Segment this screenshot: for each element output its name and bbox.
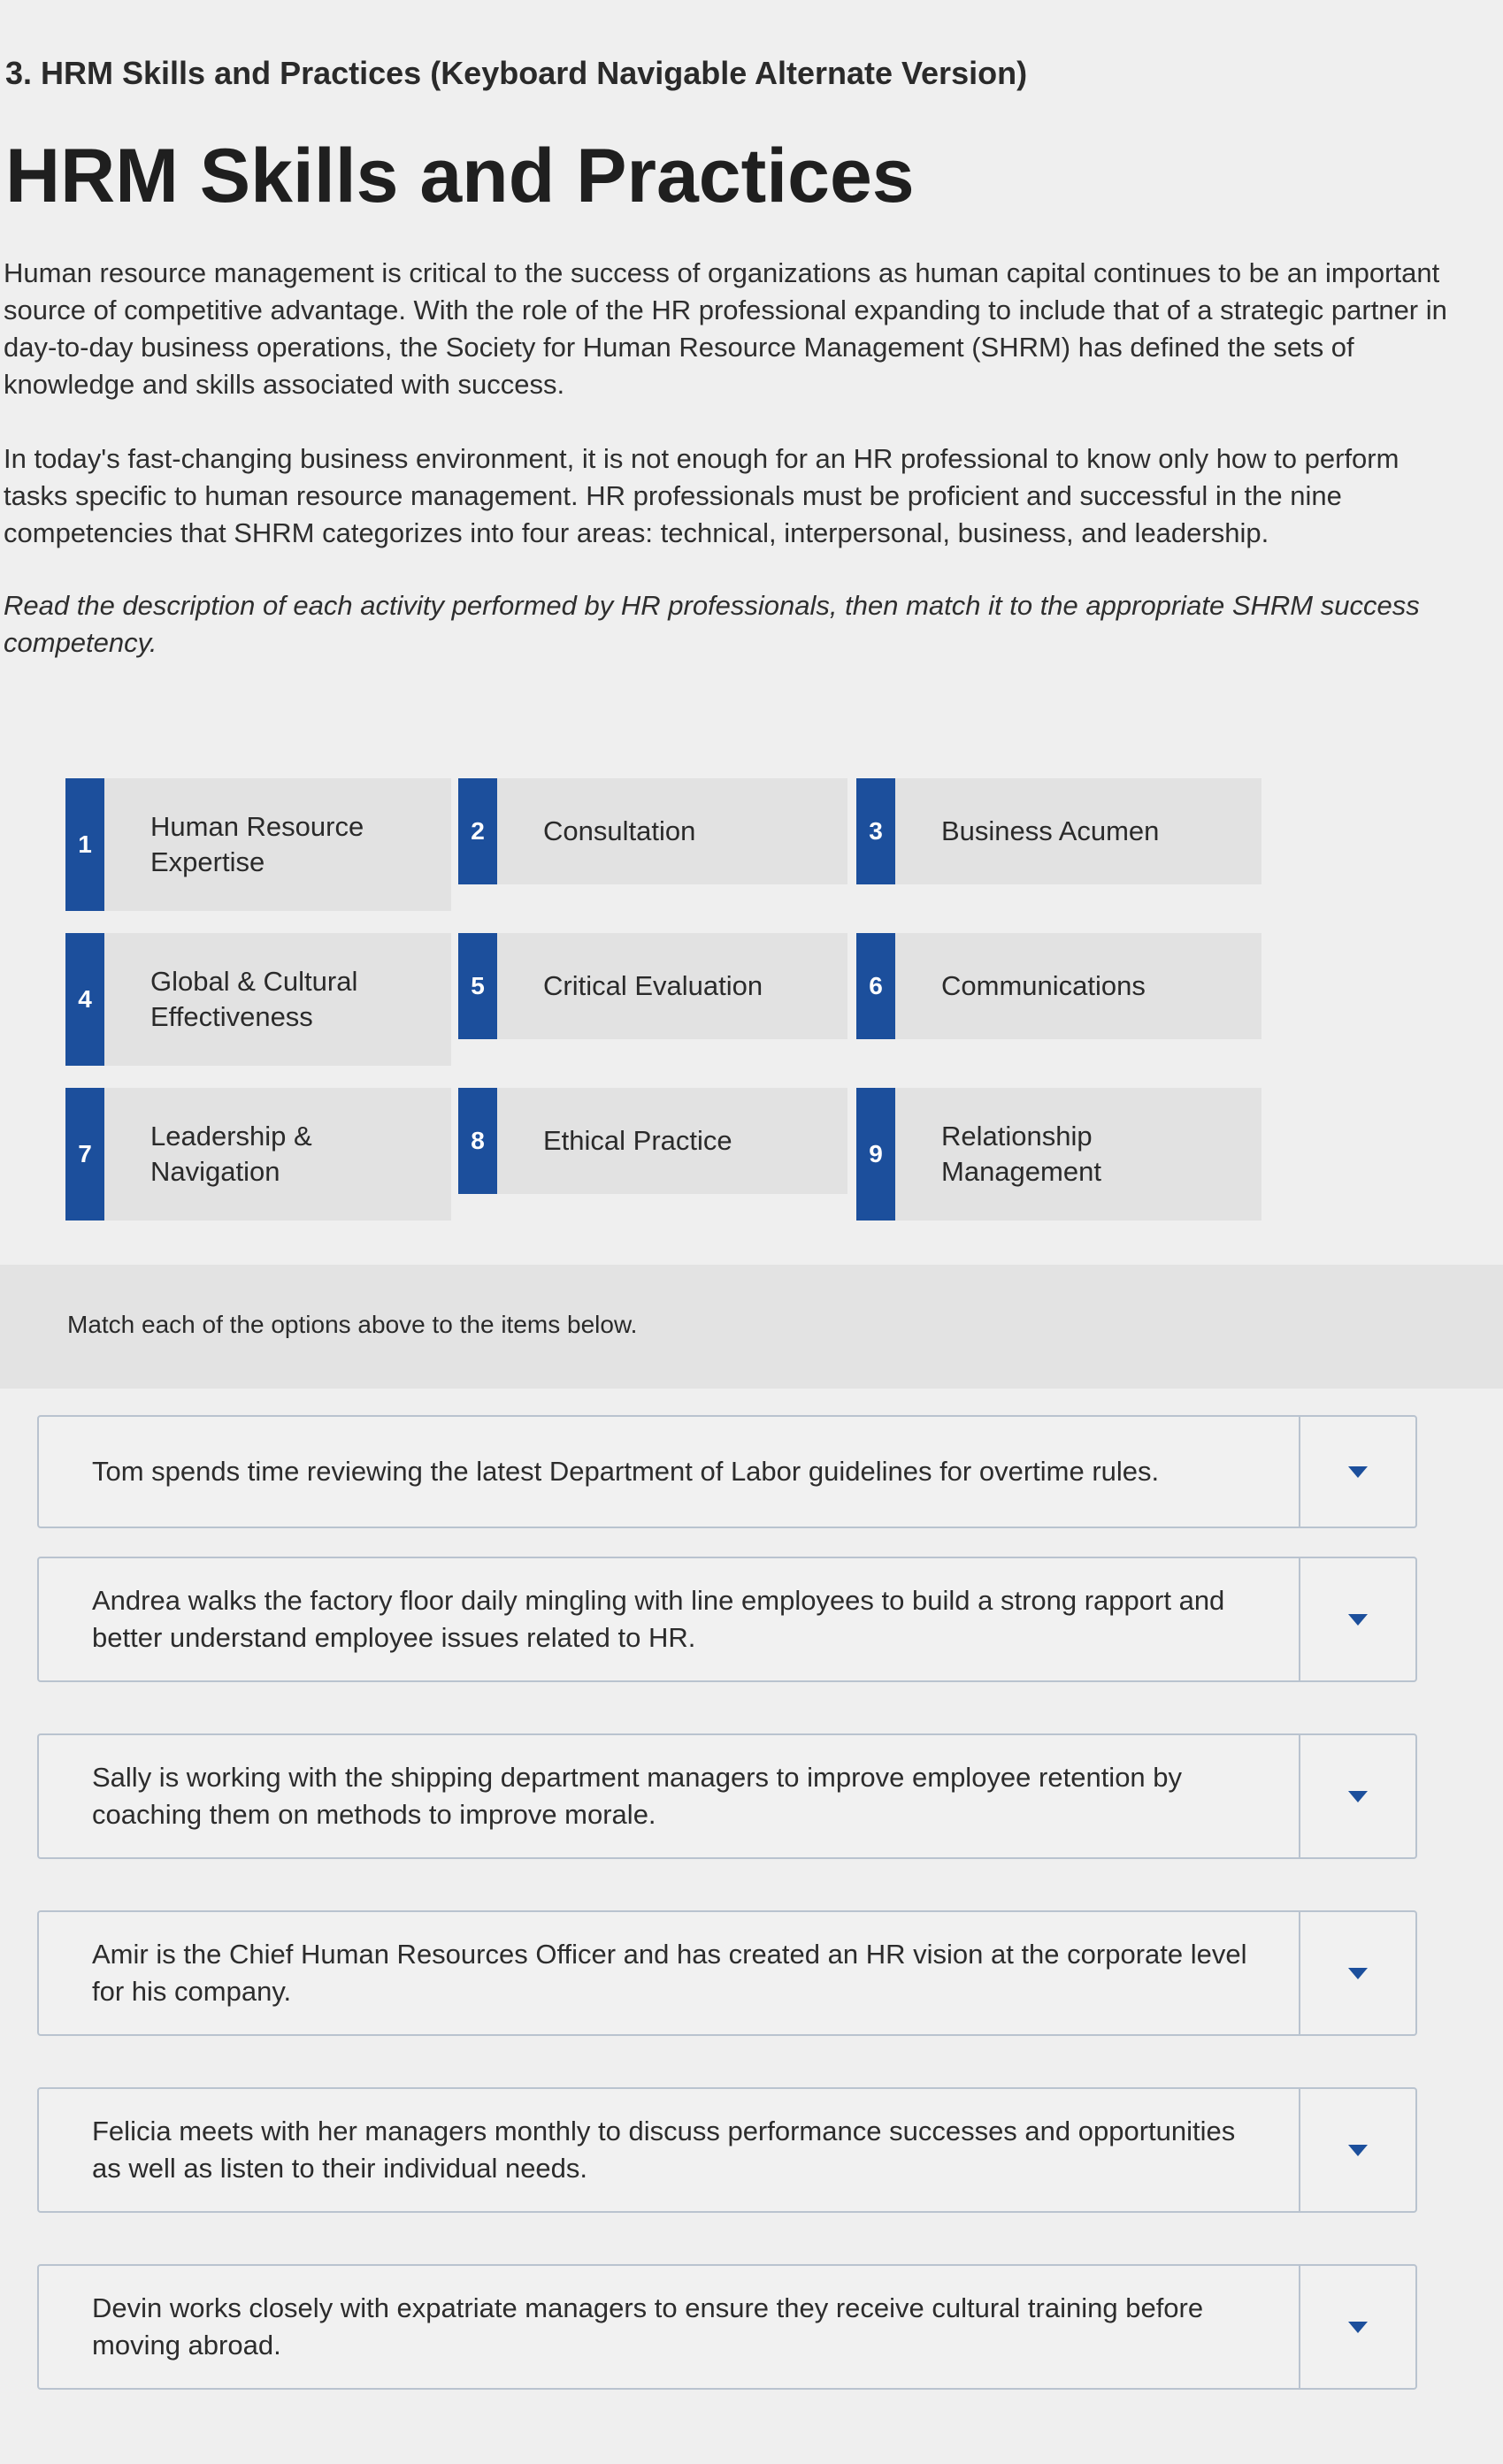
option-tile[interactable] — [856, 1088, 1261, 1221]
caret-down-icon — [1348, 1614, 1368, 1626]
match-item — [37, 2087, 1417, 2213]
match-intro-text: Match each of the options above to the items below. — [67, 1311, 638, 1338]
caret-down-icon — [1348, 1791, 1368, 1802]
option-number: 8 — [458, 1088, 497, 1194]
option-label: Relationship Management — [941, 1121, 1101, 1187]
option-tile[interactable] — [856, 778, 1261, 884]
option-tile[interactable] — [458, 1088, 847, 1194]
option-label: Communications — [941, 970, 1146, 1001]
match-item-text: Devin works closely with expatriate managers to ensure they receive cultural training before moving abroad. — [92, 2292, 1204, 2361]
intro-paragraph-1: Human resource management is critical to the success of organizations as human capital continues to be an important source of competitive advantage. With the role of the HR professional expanding to include that of a strategic partner in day-to-day business operations, the Society for Human Resource Management (SHRM) has defined the sets of knowledge and skills associated with success. — [4, 257, 1447, 400]
option-number: 1 — [65, 778, 104, 911]
option-number: 7 — [65, 1088, 104, 1221]
option-tile[interactable] — [65, 1088, 451, 1221]
match-item-text: Tom spends time reviewing the latest Department of Labor guidelines for overtime rules. — [92, 1456, 1160, 1487]
option-tile[interactable] — [65, 778, 451, 911]
answer-dropdown[interactable] — [1299, 2266, 1415, 2388]
option-number: 5 — [458, 933, 497, 1039]
match-item-text: Sally is working with the shipping department managers to improve employee retention by coaching them on methods to improve morale. — [92, 1762, 1183, 1830]
match-item — [37, 1415, 1417, 1528]
option-label: Critical Evaluation — [543, 970, 763, 1001]
answer-dropdown[interactable] — [1299, 1417, 1415, 1527]
option-label: Ethical Practice — [543, 1125, 732, 1156]
page-title: HRM Skills and Practices — [5, 134, 915, 218]
question-heading: 3. HRM Skills and Practices (Keyboard Navigable Alternate Version) — [5, 55, 1028, 91]
answer-dropdown[interactable] — [1299, 1912, 1415, 2034]
match-item-text: Amir is the Chief Human Resources Officer and has created an HR vision at the corporate level for his company. — [92, 1939, 1247, 2007]
option-tile[interactable] — [856, 933, 1261, 1039]
option-label: Business Acumen — [941, 815, 1160, 846]
option-tile[interactable] — [458, 778, 847, 884]
match-instructions-band — [0, 1265, 1503, 1389]
instruction-text: Read the description of each activity performed by HR professionals, then match it to the appropriate SHRM success competency. — [4, 590, 1420, 658]
caret-down-icon — [1348, 2145, 1368, 2156]
option-label: Leadership & Navigation — [150, 1121, 312, 1187]
intro-paragraph-2: In today's fast-changing business environment, it is not enough for an HR professional to know only how to perform tasks specific to human resource management. HR professionals must be proficient and successful in the nine competencies that SHRM categorizes into four areas: technical, interpersonal, business, and leadership. — [4, 443, 1399, 548]
option-number: 2 — [458, 778, 497, 884]
match-item — [37, 1733, 1417, 1859]
caret-down-icon — [1348, 1968, 1368, 1979]
match-item-text: Felicia meets with her managers monthly to discuss performance successes and opportunities as well as listen to their individual needs. — [92, 2116, 1236, 2184]
option-number: 4 — [65, 933, 104, 1066]
option-number: 3 — [856, 778, 895, 884]
match-item — [37, 2264, 1417, 2390]
caret-down-icon — [1348, 2322, 1368, 2333]
match-item-text: Andrea walks the factory floor daily mingling with line employees to build a strong rapport and better understand employee issues related to HR. — [92, 1585, 1225, 1653]
options-panel — [0, 725, 1503, 1256]
option-label: Human Resource Expertise — [150, 811, 364, 877]
option-number: 6 — [856, 933, 895, 1039]
option-tile[interactable] — [65, 933, 451, 1066]
answer-dropdown[interactable] — [1299, 2089, 1415, 2211]
answer-dropdown[interactable] — [1299, 1735, 1415, 1857]
caret-down-icon — [1348, 1466, 1368, 1478]
option-number: 9 — [856, 1088, 895, 1221]
option-tile[interactable] — [458, 933, 847, 1039]
match-item — [37, 1910, 1417, 2036]
answer-dropdown[interactable] — [1299, 1558, 1415, 1680]
match-item — [37, 1557, 1417, 1682]
option-label: Consultation — [543, 815, 696, 846]
option-label: Global & Cultural Effectiveness — [150, 966, 358, 1032]
